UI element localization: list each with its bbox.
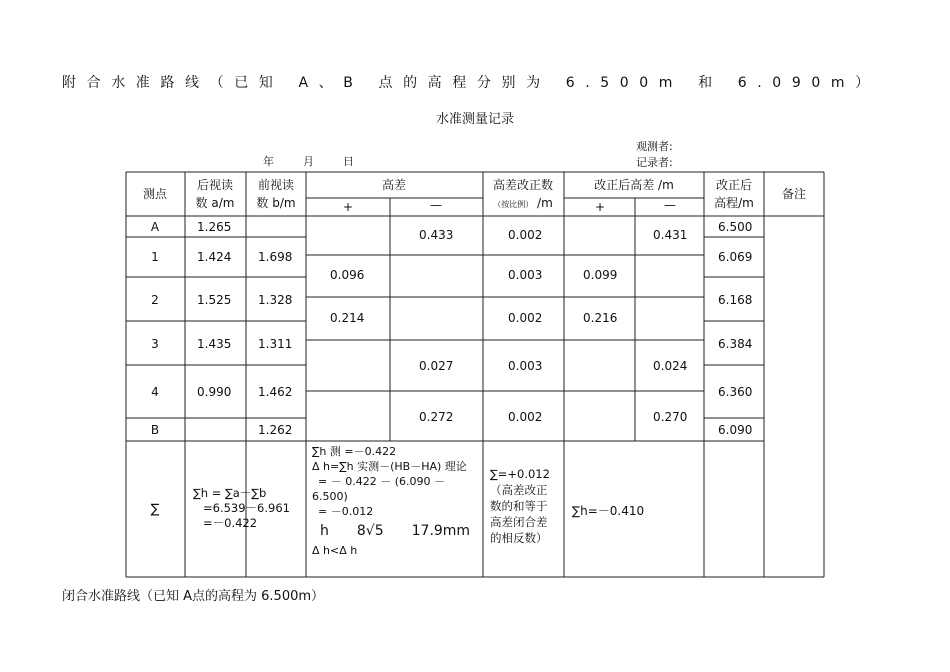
header-corrected-diff: 改正后高差 /m xyxy=(594,178,674,192)
sum-readings-line3: =－0.422 xyxy=(203,516,258,530)
header-remark: 备注 xyxy=(781,187,807,201)
elevation: 6.069 xyxy=(718,250,753,264)
header-minus2: — xyxy=(664,198,676,212)
height-correction: 0.002 xyxy=(508,410,543,424)
sum-corr-line3: 数的和等于 xyxy=(490,499,548,513)
fore-reading: 1.698 xyxy=(258,250,293,264)
station-name: 2 xyxy=(151,293,159,307)
header-corr-line2 xyxy=(493,194,553,214)
height-correction: 0.002 xyxy=(508,311,543,325)
station-name: 3 xyxy=(151,337,159,351)
height-correction: 0.002 xyxy=(508,228,543,242)
corrected-diff-minus: 0.431 xyxy=(653,228,688,242)
header-correction xyxy=(493,176,553,214)
sum-diff-line6 xyxy=(312,519,470,543)
sum-diff-line2: Δ h=∑h 实测－(HB－HA) 理论 xyxy=(312,460,467,473)
height-diff-plus: 0.214 xyxy=(330,311,365,325)
sum-correction xyxy=(490,466,550,546)
station-name: A xyxy=(150,220,160,234)
corrected-diff-plus: 0.099 xyxy=(583,268,618,282)
header-corr-note: （按比例） xyxy=(493,200,534,209)
sum-diff-line7: Δ h<Δ h xyxy=(312,544,358,557)
elevation: 6.500 xyxy=(718,220,753,234)
header-back-line2: 数 a/m xyxy=(195,196,235,210)
header-fore-line1: 前视读 xyxy=(257,178,295,192)
header-corr-unit: /m xyxy=(537,196,553,210)
fore-reading: 1.311 xyxy=(258,337,293,351)
header-elev-line2: 高程/m xyxy=(714,196,754,210)
header-height-diff: 高差 xyxy=(381,178,407,192)
back-reading: 1.265 xyxy=(197,220,232,234)
recorder-label: 记录者: xyxy=(636,156,673,169)
elevation: 6.384 xyxy=(718,337,753,351)
sum-corr-line2: （高差改正 xyxy=(490,483,548,497)
document-title: 附合水准路线（已知 A、B 点的高程分别为 6.500m 和 6.090m） xyxy=(62,75,880,91)
sum-readings xyxy=(193,486,290,531)
header-fore-sight xyxy=(256,176,295,212)
fore-reading: 1.328 xyxy=(258,293,293,307)
date-month: 月 xyxy=(303,155,314,168)
date-day: 日 xyxy=(343,155,354,168)
tolerance-symbol: h xyxy=(320,523,329,539)
tolerance-value: 17.9mm xyxy=(411,523,471,539)
sum-diff-line4: 6.500) xyxy=(312,490,348,503)
header-plus: + xyxy=(342,200,354,214)
header-corr-line1: 高差改正数 xyxy=(492,178,554,192)
sum-corr-line4: 高差闭合差 xyxy=(490,515,548,529)
corrected-diff-minus: 0.024 xyxy=(653,359,688,373)
height-diff-minus: 0.272 xyxy=(419,410,454,424)
header-plus2: + xyxy=(594,200,606,214)
back-reading: 1.435 xyxy=(197,337,232,351)
sum-corr-line1: ∑=+0.012 xyxy=(490,467,550,481)
header-back-line1: 后视读 xyxy=(196,178,233,192)
header-elevation xyxy=(714,176,754,212)
date-line xyxy=(263,153,354,169)
sum-height-diff xyxy=(312,444,470,558)
tolerance-formula: 8√5 xyxy=(356,523,384,539)
table-caption: 水准测量记录 xyxy=(435,112,514,127)
elevation: 6.168 xyxy=(718,293,753,307)
sum-readings-line1: ∑h = ∑a－∑b xyxy=(193,486,267,500)
sum-diff-line3: = － 0.422 － (6.090 － xyxy=(318,475,445,488)
sum-corrected-diff: ∑h=－0.410 xyxy=(572,504,645,518)
date-year: 年 xyxy=(263,155,274,168)
height-correction: 0.003 xyxy=(508,359,543,373)
corrected-diff-minus: 0.270 xyxy=(653,410,688,424)
station-name: B xyxy=(150,423,160,437)
back-reading: 1.525 xyxy=(197,293,232,307)
station-name: 4 xyxy=(151,385,159,399)
height-correction: 0.003 xyxy=(508,268,543,282)
sum-diff-line1: ∑h 测 =－0.422 xyxy=(312,445,397,458)
header-elev-line1: 改正后 xyxy=(715,178,753,192)
back-reading: 1.424 xyxy=(197,250,232,264)
sum-diff-line5: = －0.012 xyxy=(318,505,374,518)
back-reading: 0.990 xyxy=(197,385,232,399)
station-name: 1 xyxy=(151,250,159,264)
fore-reading: 1.462 xyxy=(258,385,293,399)
elevation: 6.360 xyxy=(718,385,753,399)
elevation: 6.090 xyxy=(718,423,753,437)
fore-reading: 1.262 xyxy=(258,423,293,437)
height-diff-minus: 0.433 xyxy=(419,228,454,242)
corrected-diff-plus: 0.216 xyxy=(583,311,618,325)
sum-readings-line2: =6.539－6.961 xyxy=(203,501,290,515)
header-minus: — xyxy=(430,198,442,212)
footer-heading: 闭合水准路线（已知 A点的高程为 6.500m） xyxy=(62,589,325,604)
header-back-sight xyxy=(196,176,235,212)
sum-corr-line5: 的相反数） xyxy=(490,531,548,545)
sum-symbol: ∑ xyxy=(150,502,160,517)
height-diff-plus: 0.096 xyxy=(330,268,365,282)
header-station: 测点 xyxy=(142,187,168,201)
header-fore-line2: 数 b/m xyxy=(256,196,296,210)
observer-label: 观测者: xyxy=(636,140,673,153)
height-diff-minus: 0.027 xyxy=(419,359,454,373)
